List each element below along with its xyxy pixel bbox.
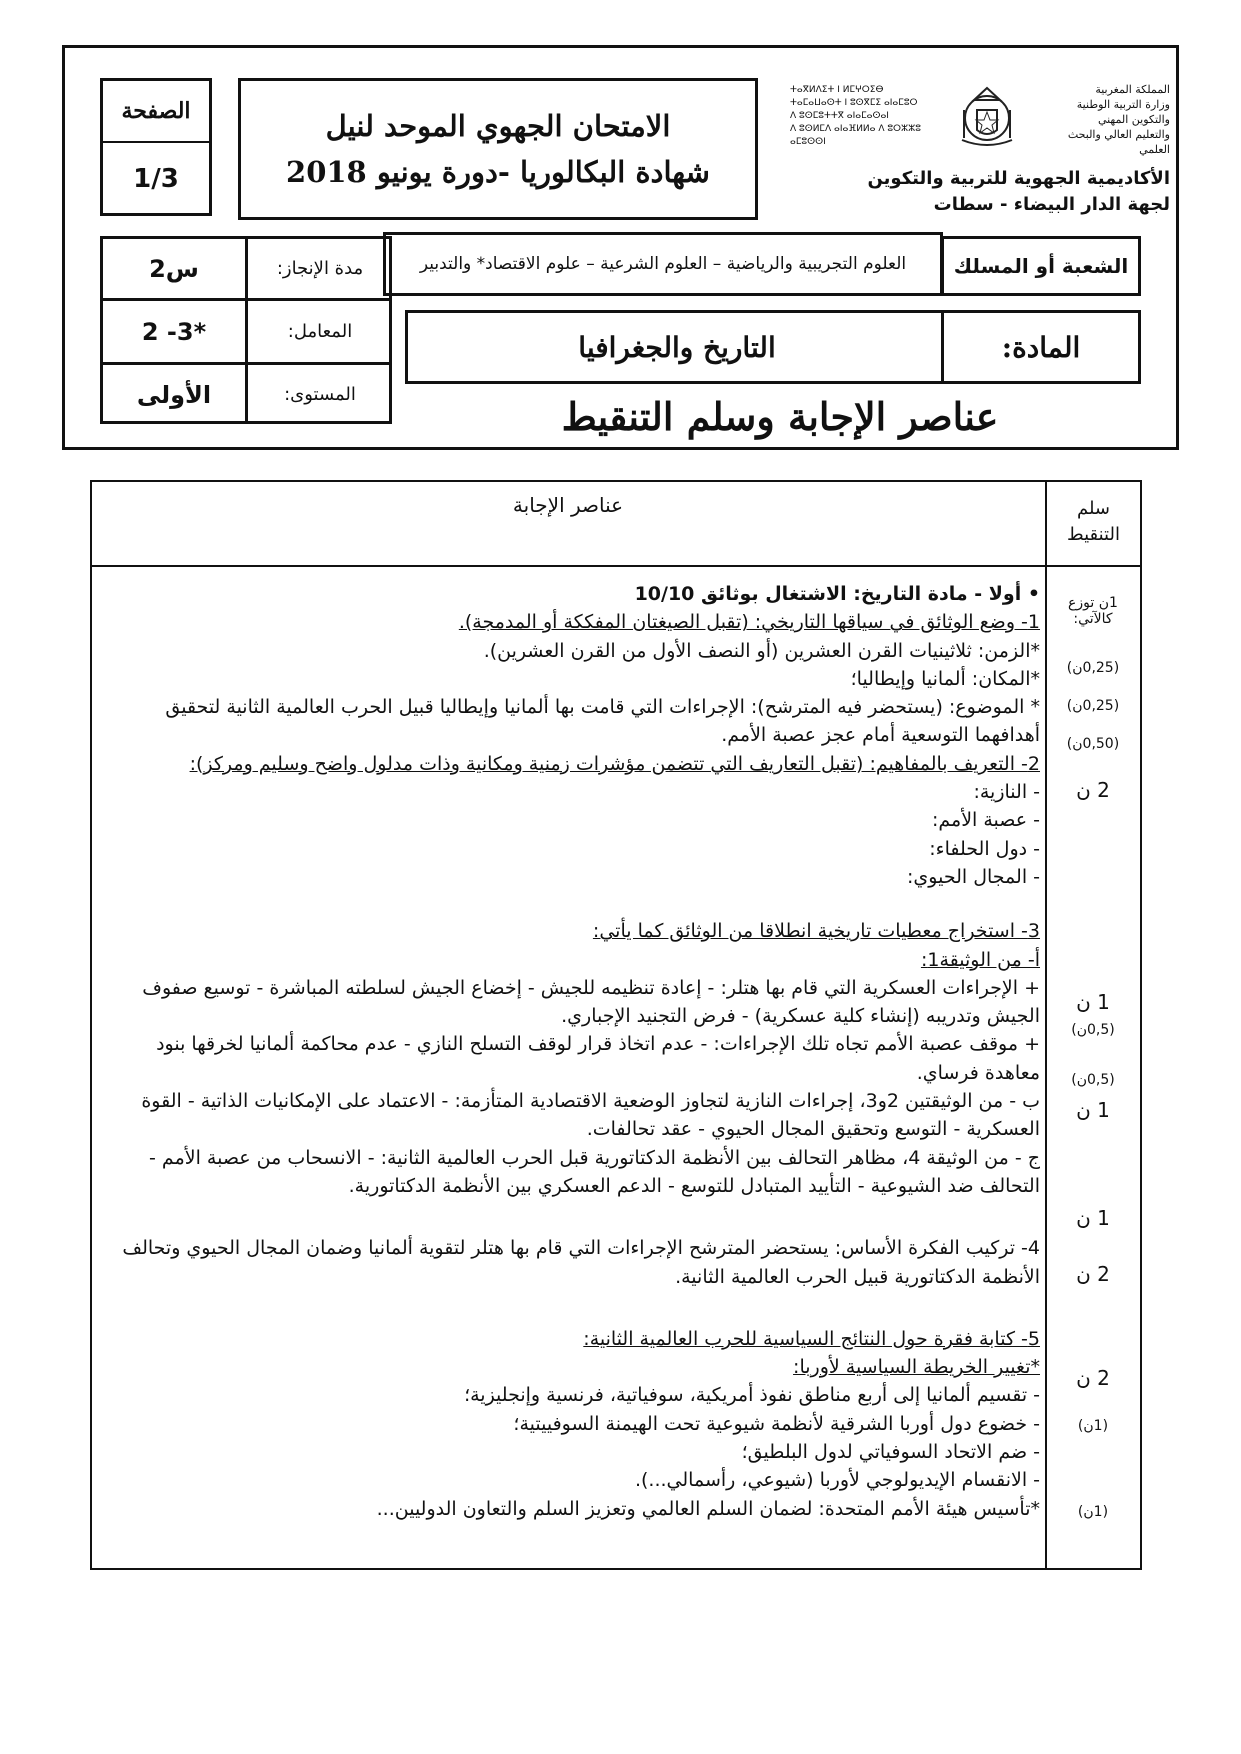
subject-label: المادة: (1001, 330, 1081, 364)
q5-item: - خضوع دول أوربا الشرقية لأنظمة شيوعية تحت الهيمنة السوفييتية؛ (513, 1412, 1040, 1435)
score-q3-c: 1 ن (1076, 1206, 1110, 1230)
score-q3-a1: (0,5ن) (1071, 1022, 1115, 1038)
answers-table-header-divider (90, 565, 1142, 567)
q2-item: - دول الحلفاء: (929, 837, 1040, 860)
page-value: 1/3 (133, 164, 179, 194)
q5-last: *تأسيس هيئة الأمم المتحدة: لضمان السلم العالمي وتعزيز السلم والتعاون الدوليين... (376, 1497, 1040, 1520)
score-q3-a: 1 ن (1076, 990, 1110, 1014)
subject-value: التاريخ والجغرافيا (578, 330, 776, 364)
q1-place: *المكان: ألمانيا وإيطاليا؛ (850, 667, 1040, 690)
kingdom-emblem-icon (952, 80, 1022, 150)
q4: 4- تركيب الفكرة الأساس: يستحضر المترشح الإجراءات التي قام بها هتلر لتقوية ألمانيا وضمان المجال الحيوي وتحالف الأنظمة الدكتاتورية قبيل الحرب العالمية الثانية. (122, 1237, 1040, 1288)
q1-time: *الزمن: ثلاثينيات القرن العشرين (أو النصف الأول من القرن العشرين). (483, 639, 1040, 662)
q5-item: - تقسيم ألمانيا إلى أربع مناطق نفوذ أمريكية، سوفياتية، فرنسية وإنجليزية؛ (464, 1384, 1040, 1407)
q5-head: *تغيير الخريطة السياسية لأوربا: (793, 1356, 1040, 1379)
score-q1: 1ن توزع كالآتي: (1068, 595, 1118, 627)
page-box (100, 78, 212, 216)
q2-item: - عصبة الأمم: (931, 809, 1040, 832)
q1: 1- وضع الوثائق في سياقها التاريخي: (تقبل الصيغتان المفككة أو المدمجة). (458, 611, 1040, 634)
duration-value: 2س (149, 254, 199, 283)
coef-label: المعامل: (287, 321, 353, 342)
main-title: عناصر الإجابة وسلم التنقيط (561, 393, 999, 439)
q5-item: - ضم الاتحاد السوفياتي لدول البلطيق؛ (741, 1441, 1040, 1464)
col-header-scale (1047, 496, 1140, 548)
q2: 2- التعريف بالمفاهيم: (تقبل التعاريف التي تتضمن مؤشرات زمنية ومكانية وذات مدلول واضح وسليم ومركز): (189, 752, 1040, 775)
col-header-scale-1: سلم (1076, 498, 1111, 519)
q3-b: ب - من الوثيقتين 2و3، إجراءات النازية لتجاوز الوضعية الاقتصادية المتأزمة: - الاعتماد على الإمكانيات الذاتية - القوة العسكرية - التوسع وتحقيق المجال الحيوي - عقد تحالفات. (141, 1090, 1040, 1141)
q1-topic: * الموضوع: (يستحضر فيه المترشح): الإجراءات التي قامت بها ألمانيا وإيطاليا قبيل الحرب العالمية الثانية لتحقيق أهدافهما التوسعية أمام عجز عصبة الأمم. (165, 696, 1040, 747)
duration-label: مدة الإنجاز: (276, 258, 364, 279)
q3-a: أ- من الوثيقة1: (920, 948, 1040, 971)
level-label: المستوى: (284, 384, 356, 405)
q2-item: - النازية: (973, 781, 1040, 804)
q3-c: ج - من الوثيقة 4، مظاهر التحالف بين الأنظمة الدكتاتورية قبل الحرب العالمية الثانية: - الانسحاب من عصبة الأمم - التحالف ضد الشيوعية - التأييد المتبادل للتوسع - الدعم العسكري بين الأنظمة الدكتاتورية. (149, 1146, 1040, 1197)
score-q3-a2: (0,5ن) (1071, 1072, 1115, 1088)
score-q5-b: (1ن) (1077, 1504, 1109, 1520)
col-header-answers: عناصر الإجابة (512, 493, 624, 517)
section-title: أولا - مادة التاريخ: الاشتغال بوثائق 10/10 (634, 583, 1022, 605)
section-bullet: • (1021, 583, 1040, 605)
score-q1-time: (0,25ن) (1066, 660, 1120, 676)
exam-title-line1: الامتحان الجهوي الموحد لنيل (325, 109, 671, 143)
level-value: الأولى (136, 380, 212, 409)
page-label: الصفحة (103, 81, 209, 143)
ministry-tifinagh: ⵜⴰⴳⵍⴷⵉⵜ ⵏ ⵍⵎⵖⵔⵉⴱ ⵜⴰⵎⴰⵡⴰⵙⵜ ⵏ ⵓⵙⴳⵎⵉ ⴰⵏⴰⵎⵓⵔ ⴷ ⵓⵙⵎⵓⵜⵜⴳ ⴰⵏⴰⵎⴰⵙⴰⵏ ⴷ ⵓⵙⵍⵎⴷ ⴰⵏⴰⴼⵍⵍⴰ ⴷ ⵓⵔⵣⵣⵓ ⴰⵎⵓⵙⵙⵏ (790, 85, 921, 147)
coef-value: 2 -3* (141, 317, 207, 346)
academy-name: الأكاديمية الجهوية للتربية والتكوين لجهة الدار البيضاء - سطات (867, 168, 1170, 215)
score-q3-b: 1 ن (1076, 1098, 1110, 1122)
branch-value: العلوم التجريبية والرياضية – العلوم الشرعية – علوم الاقتصاد* والتدبير (383, 232, 943, 296)
score-q1-place: (0,25ن) (1066, 698, 1120, 714)
exam-title-box (238, 78, 758, 220)
score-q2: 2 ن (1076, 778, 1110, 802)
ministry-arabic: المملكة المغربية وزارة التربية الوطنية والتكوين المهني والتعليم العالي والبحث العلمي (1067, 83, 1170, 156)
q5: 5- كتابة فقرة حول النتائج السياسية للحرب العالمية الثانية: (583, 1327, 1040, 1350)
score-q4: 2 ن (1076, 1262, 1110, 1286)
q3: 3- استخراج معطيات تاريخية انطلاقا من الوثائق كما يأتي: (592, 920, 1040, 943)
answers-content (96, 580, 1040, 1560)
q2-item: - المجال الحيوي: (907, 865, 1040, 888)
col-header-scale-2: التنقيط (1067, 524, 1120, 545)
q5-item: - الانقسام الإيديولوجي لأوربا (شيوعي، رأسمالي...). (634, 1469, 1040, 1492)
exam-title-line2: شهادة البكالوريا -دورة يونيو 2018 (286, 155, 710, 189)
q3-a1: + الإجراءات العسكرية التي قام بها هتلر: - إعادة تنظيمه للجيش - إخضاع الجيش لسلطته المباشرة - توسيع صفوف الجيش وتدريبه (إنشاء كلية عسكرية) - فرض التجنيد الإجباري. (142, 976, 1040, 1028)
q3-a2: + موقف عصبة الأمم تجاه تلك الإجراءات: - عدم اتخاذ قرار لوقف التسلح النازي - عدم محاكمة ألمانيا لخرقها بنود معاهدة فرساي. (156, 1033, 1040, 1084)
score-q5: 2 ن (1076, 1366, 1110, 1390)
score-q1-topic: (0,50ن) (1066, 736, 1120, 752)
branch-label: الشعبة أو المسلك (941, 236, 1141, 296)
answers-table-col-divider (1045, 480, 1047, 1570)
score-q5-a: (1ن) (1077, 1418, 1109, 1434)
